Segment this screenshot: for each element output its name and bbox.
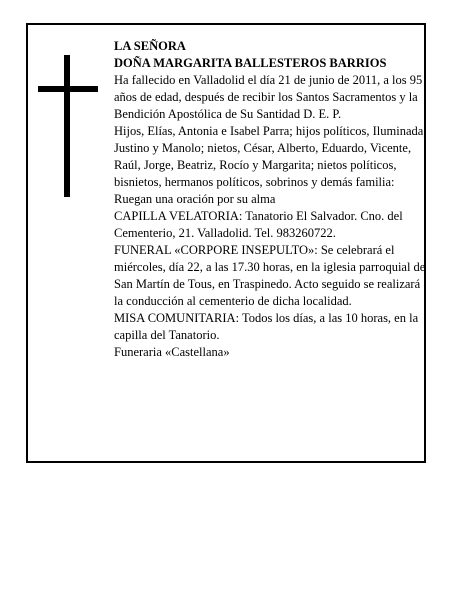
deceased-name: DOÑA MARGARITA BALLESTEROS BARRIOS bbox=[114, 56, 387, 70]
cross-horizontal-bar bbox=[38, 86, 98, 92]
cross-icon bbox=[38, 55, 98, 197]
community-mass-info: MISA COMUNITARIA: Todos los días, a las 10 horas, en la capilla del Tanatorio. bbox=[114, 311, 419, 342]
cross-vertical-bar bbox=[64, 55, 70, 197]
prayer-request: Ruegan una oración por su alma bbox=[114, 192, 276, 206]
deceased-title: LA SEÑORA bbox=[114, 39, 186, 53]
wake-chapel-info: CAPILLA VELATORIA: Tanatorio El Salvador. Cno. del Cementerio, 21. Valladolid. Tel. 983260722. bbox=[114, 209, 403, 240]
family-list: Hijos, Elías, Antonia e Isabel Parra; hijos políticos, Iluminada, Justino y Manolo; nietos, César, Alberto, Eduardo, Vicente, Raúl, Jorge, Beatriz, Rocío y Margarita; nietos políticos, bisnietos, hermanos políticos, sobrinos y demás familia: bbox=[114, 124, 427, 189]
funeral-home: Funeraria «Castellana» bbox=[114, 345, 230, 359]
death-announcement: Ha fallecido en Valladolid el día 21 de junio de 2011, a los 95 años de edad, después de recibir los Santos Sacramentos y la Bendición Apostólica de Su Santidad D. E. P. bbox=[114, 73, 423, 121]
funeral-info: FUNERAL «CORPORE INSEPULTO»: Se celebrará el miércoles, día 22, a las 17.30 horas, en la iglesia parroquial de San Martín de Tous, en Traspinedo. Acto seguido se realizará la conducción al cementerio de dicha localidad. bbox=[114, 243, 426, 308]
obituary-text bbox=[114, 38, 428, 361]
